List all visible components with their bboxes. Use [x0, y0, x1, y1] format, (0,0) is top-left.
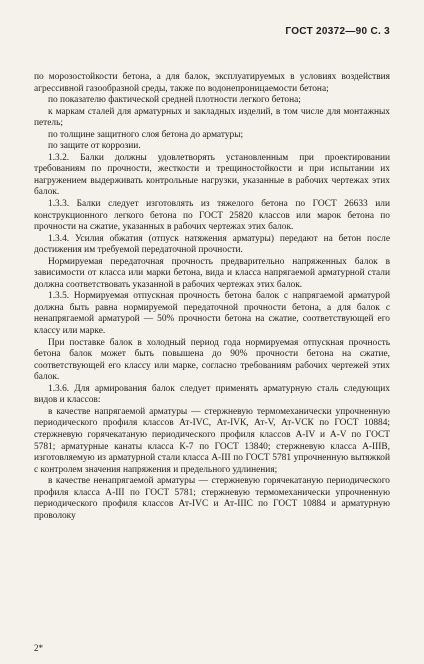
page-footer-mark: 2* — [34, 643, 43, 653]
document-body — [34, 72, 390, 522]
paragraph: 1.3.5. Нормируемая отпускная прочность бетона балок с напрягаемой арматурой должна быть равна нормируемой передаточной прочности бетона, а для балок с ненапрягаемой арматурой — 50% прочности бетона на сжатие, соответствующей его классу или марке. — [34, 291, 390, 337]
paragraph: 1.3.3. Балки следует изготовлять из тяжелого бетона по ГОСТ 26633 или конструкционного легкого бетона по ГОСТ 25820 классов или марок бетона по прочности на сжатие, указанных в рабочих чертежах этих балок. — [34, 199, 390, 233]
page-header: ГОСТ 20372—90 С. 3 — [285, 26, 390, 37]
paragraph: по защите от коррозии. — [48, 141, 141, 152]
paragraph: к маркам сталей для арматурных и закладных изделий, в том числе для монтажных петель; — [34, 106, 390, 129]
paragraph: по толщине защитного слоя бетона до арматуры; — [48, 129, 244, 140]
paragraph: 1.3.4. Усилия обжатия (отпуск натяжения арматуры) передают на бетон после достижения им требуемой передаточной прочности. — [34, 233, 390, 256]
paragraph: При поставке балок в холодный период года нормируемая отпускная прочность бетона балок может быть повышена до 90% прочности бетона на сжатие, соответствующей его классу или марке, согласно требованиям рабочих чертежей этих балок. — [34, 337, 390, 383]
paragraph: Нормируемая передаточная прочность предварительно напряженных балок в зависимости от класса или марки бетона, вида и класса напрягаемой арматурной стали должна соответствовать указанной в рабочих чертежах этих балок. — [34, 256, 390, 290]
paragraph: 1.3.6. Для армирования балок следует применять арматурную сталь следующих видов и классов: — [34, 383, 390, 406]
paragraph: 1.3.2. Балки должны удовлетворять установленным при проектировании требованиям по прочности, жесткости и трещиностойкости и при испытании их нагружением выдерживать контрольные нагрузки, указанные в рабочих чертежах этих балок. — [34, 152, 390, 198]
paragraph: в качестве напрягаемой арматуры — стержневую термомеханически упрочненную периодического профиля классов Ат-IVС, Ат-IVК, Ат-V, Ат-VСК по ГОСТ 10884; стержневую горячекатаную периодического профиля классов А-IV и А-V по ГОСТ 5781; арматурные канаты класса К-7 по ГОСТ 13840; стержневую класса А-IIIВ, изготовляемую из арматурной стали класса А-III по ГОСТ 5781 упрочненную вытяжкой с контролем значения напряжения и предельного удлинения; — [34, 406, 390, 475]
paragraph: по морозостойкости бетона, а для балок, эксплуатируемых в условиях воздействия агрессивной газообразной среды, также по водонепроницаемости бетона; — [34, 72, 390, 94]
paragraph: по показателю фактической средней плотности легкого бетона; — [48, 95, 301, 106]
paragraph: в качестве ненапрягаемой арматуры — стержневую горячекатаную периодического профиля класса А-III по ГОСТ 5781; стержневую термомеханически упрочненную периодического профиля классов Ат-IVС и Ат-IIIС по ГОСТ 10884 и арматурную проволоку — [34, 476, 390, 521]
